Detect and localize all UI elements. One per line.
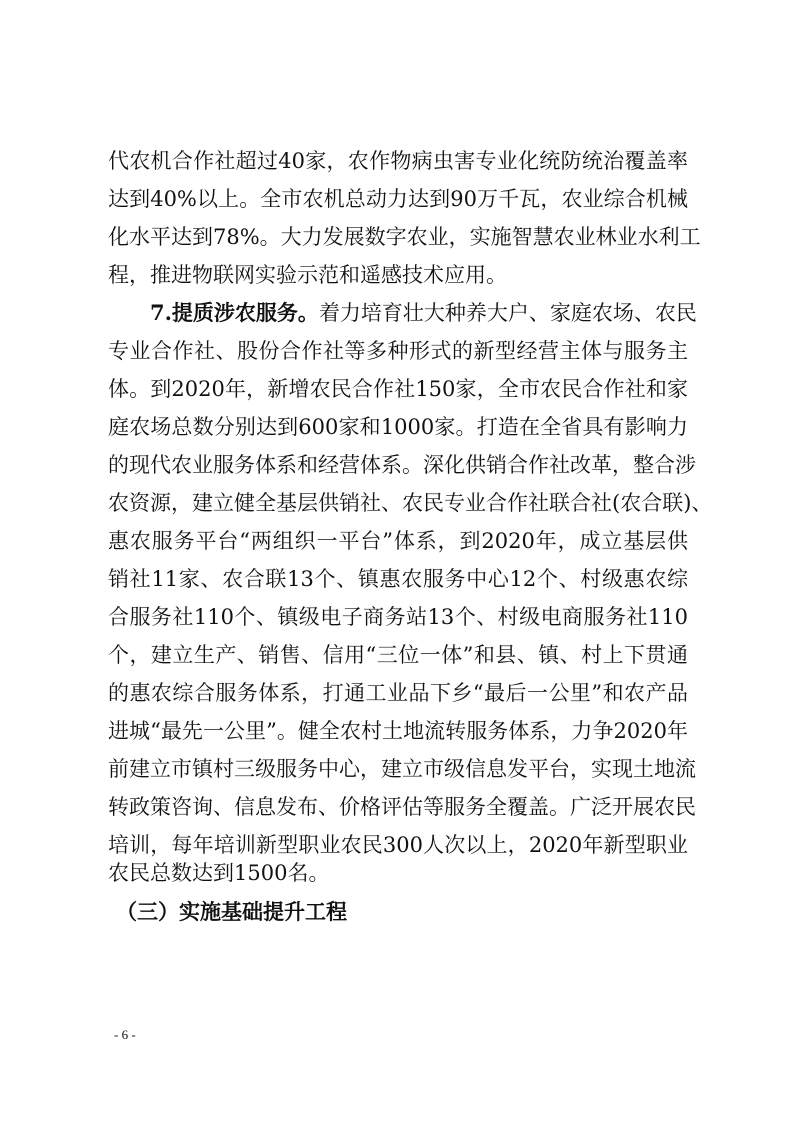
paragraph-line: 个，建立生产、销售、信用“三位一体”和县、镇、村上下贯通 (108, 643, 688, 667)
paragraph-line: 的现代农业服务体系和经营体系。深化供销合作社改革，整合涉 (108, 453, 696, 477)
paragraph-line: 惠农服务平台“两组织一平台”体系，到2020年，成立基层供 (108, 529, 688, 553)
paragraph-line: 农资源，建立健全基层供销社、农民专业合作社联合社(农合联)、 (108, 491, 713, 515)
paragraph-line: 代农机合作社超过40家，农作物病虫害专业化统防统治覆盖率 (108, 149, 688, 173)
paragraph-line: 销社11家、农合联13个、镇惠农服务中心12个、村级惠农综 (108, 567, 688, 591)
paragraph-line: 农民总数达到1500名。 (108, 861, 330, 885)
paragraph-line: 合服务社110个、镇级电子商务站13个、村级电商服务社110 (108, 605, 688, 629)
paragraph-line: 进城“最先一公里”。健全农村土地流转服务体系，力争2020年 (108, 719, 688, 743)
section-7-heading: 7.提质涉农服务。 (150, 300, 319, 325)
section-7-first-line-text: 着力培育壮大种养大户、家庭农场、农民 (318, 301, 697, 325)
section-subheading: （三）实施基础提升工程 (116, 899, 347, 924)
paragraph-line: 化水平达到78%。大力发展数字农业，实施智慧农业林业水利工 (108, 225, 701, 249)
paragraph-line: 转政策咨询、信息发布、价格评估等服务全覆盖。广泛开展农民 (108, 795, 696, 819)
page-number: - 6 - (114, 1027, 136, 1042)
paragraph-line: 前建立市镇村三级服务中心，建立市级信息发平台，实现土地流 (108, 757, 696, 781)
section-7-first-line (150, 298, 697, 328)
paragraph-line: 达到40%以上。全市农机总动力达到90万千瓦，农业综合机械 (108, 187, 688, 211)
paragraph-line: 程，推进物联网实验示范和遥感技术应用。 (108, 263, 507, 287)
paragraph-line: 体。到2020年，新增农民合作社150家，全市农民合作社和家 (108, 377, 688, 401)
paragraph-line: 培训，每年培训新型职业农民300人次以上，2020年新型职业 (108, 833, 688, 857)
paragraph-line: 的惠农综合服务体系，打通工业品下乡“最后一公里”和农产品 (108, 681, 688, 705)
paragraph-line: 专业合作社、股份合作社等多种形式的新型经营主体与服务主 (108, 339, 688, 363)
paragraph-line: 庭农场总数分别达到600家和1000家。打造在全省具有影响力 (108, 415, 688, 439)
